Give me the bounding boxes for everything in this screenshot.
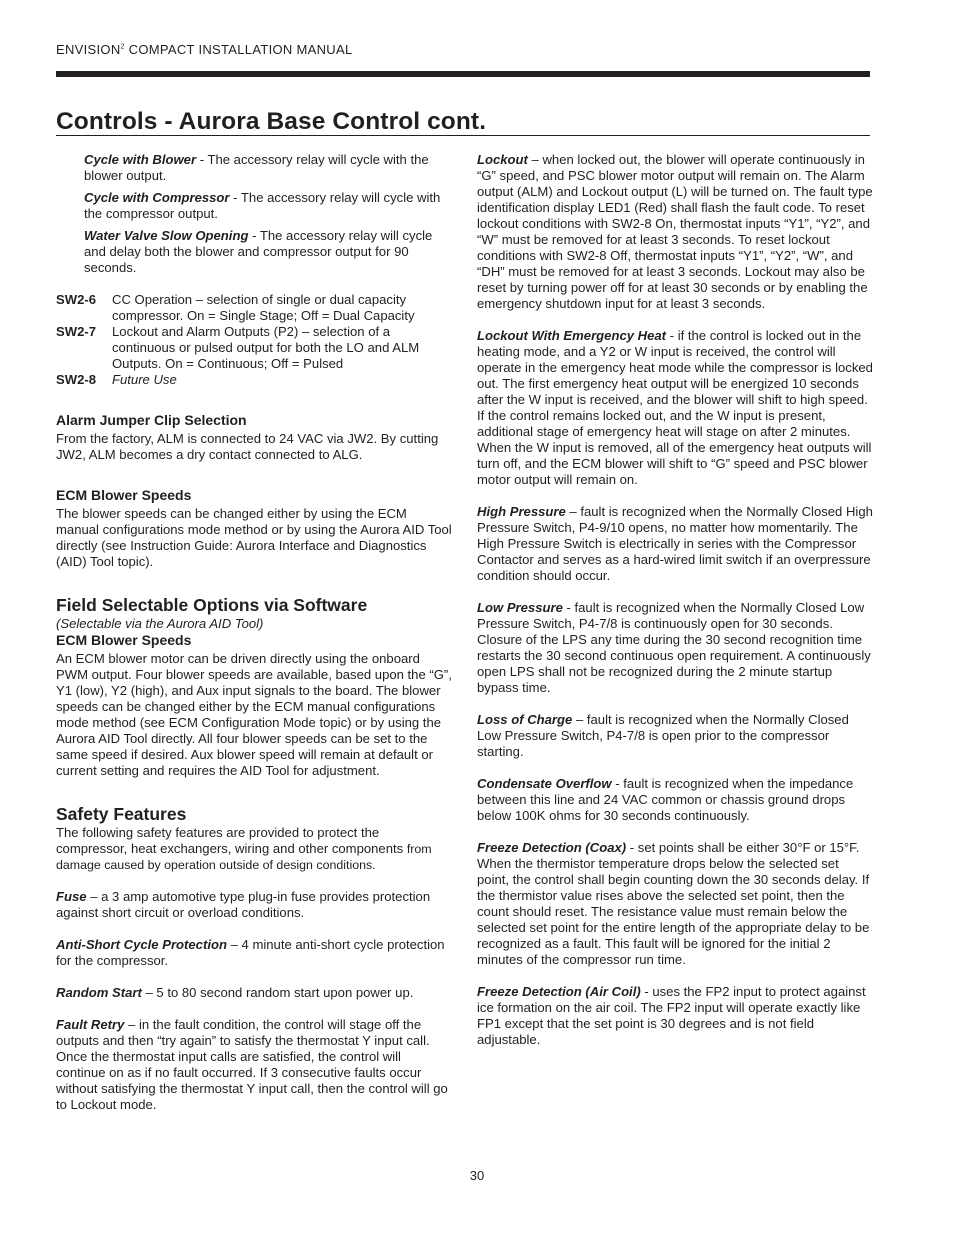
fault-condensate-overflow	[477, 776, 873, 824]
fault-lockout	[477, 152, 873, 312]
fault-lockout-emergency-heat	[477, 328, 873, 488]
desc: - fault is recognized when the impedance between this line and 24 VAC common or chassis ground drops below 100K ohms for 30 seconds continuously.	[477, 776, 854, 823]
desc: - if the control is locked out in the heating mode, and a Y2 or W input is received, the control will operate in the emergency heat mode while the compressor is locked out. The first emergency heat output will be energized 10 seconds after the W input is received, and the blower will shift to high speed. If the control remains locked out, and the W input is present, additional stage of emergency heat will stage on after 2 minutes. When the W input is removed, all of the emergency heat outputs will turn off, and the ECM blower will shift to “G” speed and PSC blower motor output will remain on.	[477, 328, 873, 487]
fault-loss-of-charge	[477, 712, 873, 760]
right-column	[477, 152, 873, 1048]
ecm-blower-heading-2: ECM Blower Speeds	[56, 632, 192, 648]
term: Low Pressure	[477, 600, 563, 615]
term: Freeze Detection (Coax)	[477, 840, 627, 855]
desc: – 4 minute anti-short cycle protection for the compressor.	[56, 937, 445, 968]
term: Condensate Overflow	[477, 776, 612, 791]
desc: - The accessory relay will cycle with the blower output.	[84, 152, 429, 183]
header-superscript: 2	[120, 43, 125, 51]
fault-freeze-coax	[477, 840, 873, 968]
header-rule	[56, 71, 870, 77]
running-header	[56, 42, 352, 57]
header-brand: ENVISION	[56, 42, 121, 57]
field-selectable-heading: Field Selectable Options via Software	[56, 595, 368, 615]
switch-sw2-6	[56, 292, 452, 324]
term: Fault Retry	[56, 1017, 125, 1032]
term: Fuse	[56, 889, 87, 904]
page-number: 30	[469, 1168, 485, 1183]
header-rest: COMPACT INSTALLATION MANUAL	[124, 42, 353, 57]
ecm-blower-heading: ECM Blower Speeds	[56, 487, 192, 503]
safety-intro	[56, 825, 452, 873]
desc: – fault is recognized when the Normally Closed High Pressure Switch, P4-9/10 opens, no matter how momentarily. The High Pressure Switch is electrically in series with the Compressor Contactor and serves as a hard-wired limit switch if an overpressure condition should occur.	[477, 504, 873, 583]
switch-key: SW2-8	[56, 372, 97, 387]
switch-desc: Future Use	[112, 372, 177, 387]
accessory-cycle-compressor	[56, 190, 452, 222]
desc: – 5 to 80 second random start upon power up.	[141, 985, 414, 1000]
term: Lockout	[477, 152, 528, 167]
desc: - uses the FP2 input to protect against ice formation on the air coil. The FP2 input will operate exactly like FP1 except that the set point is 30 degrees and is not field adjustable.	[477, 984, 866, 1047]
page-title: Controls - Aurora Base Control cont.	[56, 108, 487, 135]
switch-key: SW2-6	[56, 292, 97, 307]
desc: - The accessory relay will cycle with the compressor output.	[84, 190, 441, 221]
safety-fuse	[56, 889, 452, 921]
title-rule	[56, 135, 870, 136]
desc: – a 3 amp automotive type plug-in fuse provides protection against short circuit or overload conditions.	[56, 889, 431, 920]
term: High Pressure	[477, 504, 566, 519]
desc: – in the fault condition, the control will stage off the outputs and then “try again” to satisfy the thermostat Y input call. Once the thermostat input calls are satisfied, the control will continue on as if no fault occurred. If 3 consecutive faults occur without satisfying the thermostat Y input call, then the control will go to Lockout mode.	[56, 1017, 448, 1112]
term: Water Valve Slow Opening	[84, 228, 249, 243]
term: Random Start	[56, 985, 142, 1000]
ecm-blower-text: The blower speeds can be changed either by using the ECM manual configurations mode method or by using the Aurora AID Tool directly (see Instruction Guide: Aurora Interface and Diagnostics (AID) Tool topic).	[56, 506, 452, 569]
safety-intro-b: from damage caused by operation outside of design conditions.	[56, 842, 432, 872]
fault-freeze-air-coil	[477, 984, 873, 1048]
ecm-blower-text-2: An ECM blower motor can be driven directly using the onboard PWM output. Four blower speeds are available, based upon the “G”, Y1 (low), Y2 (high), and Aux input signals to the board. The blower speeds can be changed either by the ECM manual configurations mode method (see ECM Configuration Mode topic) or by using the Aurora AID Tool directly. All four blower speeds can be set to the same speed if desired. Aux blower speed will remain at default or current setting and requires the AID Tool for adjustment.	[56, 651, 452, 778]
term: Lockout With Emergency Heat	[477, 328, 667, 343]
desc: - fault is recognized when the Normally Closed Low Pressure Switch, P4-7/8 is continuously open for 30 seconds. Closure of the LPS any time during the 30 second recognition time restarts the 30 second continuous open requirement. A continuously open LPS shall not be recognized during the 2 minute startup bypass time.	[477, 600, 871, 695]
field-selectable-subtitle: (Selectable via the Aurora AID Tool)	[56, 616, 264, 631]
switch-sw2-8	[56, 372, 452, 388]
desc: – when locked out, the blower will operate continuously in “G” speed, and PSC blower motor output will remain on. The Alarm output (ALM) and Lockout output (L) will be turned on. The fault type identification display LED1 (Red) shall flash the fault code. To reset lockout conditions with SW2-8 On, thermostat inputs “Y1”, “Y2”, and “W” must be removed for at least 3 seconds. To reset lockout conditions with SW2-8 Off, thermostat inputs “Y1”, “Y2”, “W”, and “DH” must be removed for at least 3 seconds. Lockout may also be reset by turning power off for at least 30 seconds or by enabling the emergency shutdown input for at least 3 seconds.	[477, 152, 873, 311]
safety-random-start	[56, 985, 452, 1001]
switch-desc: CC Operation – selection of single or dual capacity compressor. On = Single Stage; Off = Dual Capacity	[112, 292, 415, 323]
switch-desc: Lockout and Alarm Outputs (P2) – selection of a continuous or pulsed output for both the LO and ALM Outputs. On = Continuous; Off = Pulsed	[112, 324, 420, 371]
safety-features-heading: Safety Features	[56, 804, 187, 824]
term: Loss of Charge	[477, 712, 573, 727]
safety-anti-short-cycle	[56, 937, 452, 969]
left-column	[56, 152, 452, 1113]
term: Anti-Short Cycle Protection	[56, 937, 227, 952]
fault-high-pressure	[477, 504, 873, 584]
desc: - set points shall be either 30°F or 15°F. When the thermistor temperature drops below the selected set point, the control shall begin counting down the 30 seconds delay. If the thermistor value rises above the selected set point, then the count should reset. The resistance value must remain below the selected set point for the entire length of the appropriate delay to be recognized as a fault. This fault will be ignored for the initial 2 minutes of the compressor run time.	[477, 840, 870, 967]
desc: - The accessory relay will cycle and delay both the blower and compressor output for 90 seconds.	[84, 228, 433, 275]
term: Freeze Detection (Air Coil)	[477, 984, 641, 999]
safety-fault-retry	[56, 1017, 452, 1113]
term: Cycle with Blower	[84, 152, 197, 167]
alarm-jumper-heading: Alarm Jumper Clip Selection	[56, 412, 247, 428]
fault-low-pressure	[477, 600, 873, 696]
desc: – fault is recognized when the Normally Closed Low Pressure Switch, P4-7/8 is open prior to the compressor starting.	[477, 712, 849, 759]
switch-sw2-7	[56, 324, 452, 372]
accessory-water-valve	[56, 228, 452, 276]
term: Cycle with Compressor	[84, 190, 230, 205]
switch-key: SW2-7	[56, 324, 97, 339]
alarm-jumper-text: From the factory, ALM is connected to 24 VAC via JW2. By cutting JW2, ALM becomes a dry contact connected to ALG.	[56, 431, 439, 462]
accessory-cycle-blower	[56, 152, 452, 184]
safety-intro-a: The following safety features are provided to protect the compressor, heat exchangers, wiring and other components	[56, 825, 404, 856]
